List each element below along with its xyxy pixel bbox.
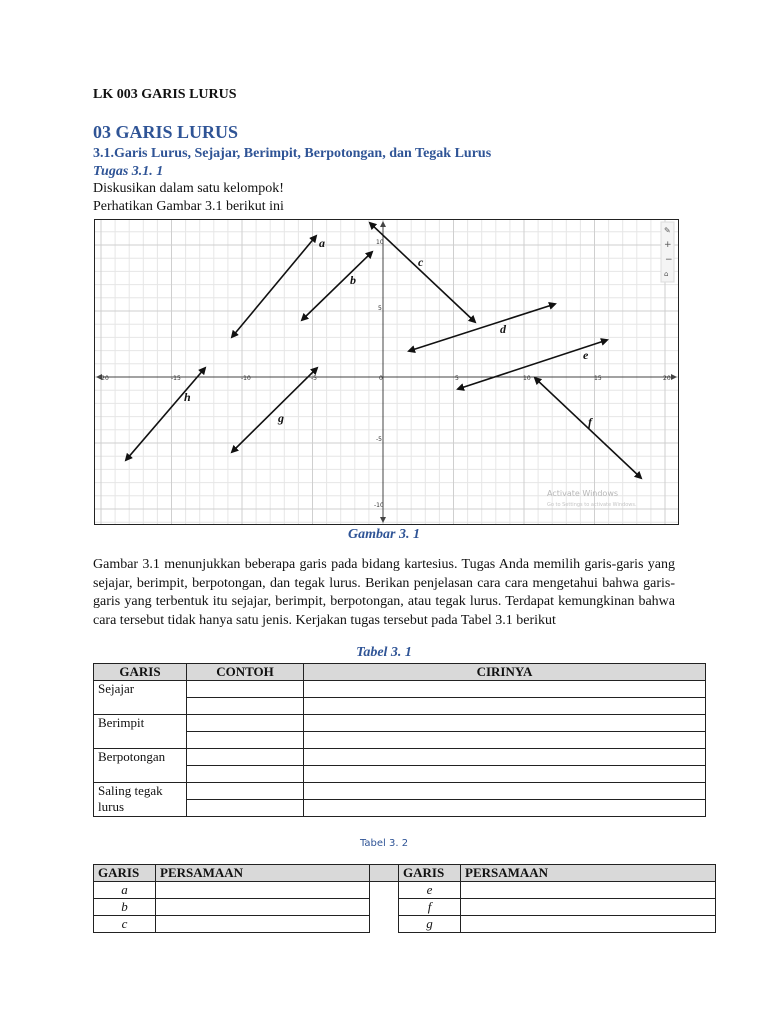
table2-equation-cell[interactable]	[461, 899, 716, 916]
x-tick: -5	[311, 375, 317, 382]
section-title: 3.1.Garis Lurus, Sejajar, Berimpit, Berpotongan, dan Tegak Lurus	[93, 146, 492, 161]
x-tick: -20	[99, 375, 109, 382]
table1-cell[interactable]	[187, 800, 304, 817]
instruction-1: Diskusikan dalam satu kelompok!	[93, 181, 284, 196]
chapter-title: 03 GARIS LURUS	[93, 122, 239, 142]
label-f: f	[588, 415, 592, 429]
label-h: h	[184, 390, 191, 404]
label-a: a	[319, 236, 325, 250]
line-a	[232, 236, 316, 337]
table2-equation-cell[interactable]	[461, 882, 716, 899]
line-c	[370, 223, 475, 322]
y-tick: -10	[374, 502, 384, 509]
table1-row-label: Berpotongan	[94, 749, 187, 783]
table1-caption: Tabel 3. 1	[356, 645, 412, 660]
table1-cell[interactable]	[187, 715, 304, 732]
figure-caption: Gambar 3. 1	[348, 527, 420, 542]
watermark-subtitle: Go to Settings to activate Windows.	[547, 502, 637, 508]
x-tick: 0	[379, 375, 383, 382]
table1-header: GARIS	[94, 664, 187, 681]
graph-toolbar	[661, 222, 674, 282]
table1-cell[interactable]	[304, 766, 706, 783]
y-tick: 10	[376, 239, 384, 246]
wrench-icon[interactable]: ✎	[664, 226, 671, 235]
x-tick: -15	[171, 375, 181, 382]
cartesian-graph	[94, 219, 679, 525]
table2-line-label: e	[399, 882, 461, 899]
grid	[95, 220, 678, 524]
table1-cell[interactable]	[187, 749, 304, 766]
table2-line-label: f	[399, 899, 461, 916]
table2-header: PERSAMAAN	[461, 865, 716, 882]
table1-cell[interactable]	[187, 732, 304, 749]
x-tick: 5	[455, 375, 459, 382]
x-tick: 15	[594, 375, 602, 382]
table1-cell[interactable]	[304, 715, 706, 732]
table2-header: GARIS	[399, 865, 461, 882]
table2-equation-cell[interactable]	[156, 899, 370, 916]
table2-gap	[370, 899, 399, 916]
x-tick: 10	[523, 375, 531, 382]
table1-cell[interactable]	[187, 681, 304, 698]
body-paragraph: Gambar 3.1 menunjukkan beberapa garis pada bidang kartesius. Tugas Anda memilih garis-garis yang sejajar, berimpit, berpotongan, dan tegak lurus. Berikan penjelasan cara cara mengetahui bahwa garis-garis yang terbentuk itu sejajar, berimpit, berpotongan, atau tegak lurus. Terdapat kemungkinan bahwa cara tersebut tidak hanya satu jenis. Kerjakan tugas tersebut pada Tabel 3.1 berikut	[93, 557, 675, 628]
table2-gap	[370, 882, 399, 899]
table2-line-label: c	[94, 916, 156, 933]
table2-gap	[370, 916, 399, 933]
table1-cell[interactable]	[187, 766, 304, 783]
zoom-in-icon[interactable]: +	[664, 240, 672, 250]
table1-row-label: Saling tegak lurus	[94, 783, 187, 817]
table2-header: GARIS	[94, 865, 156, 882]
graph-svg	[95, 220, 678, 524]
label-d: d	[500, 322, 506, 336]
table1-cell[interactable]	[304, 681, 706, 698]
table1-cell[interactable]	[304, 732, 706, 749]
table2-caption: Tabel 3. 2	[359, 838, 409, 849]
major-grid	[95, 220, 678, 524]
table2-gap	[370, 865, 399, 882]
watermark-title: Activate Windows	[547, 489, 619, 498]
table1-cell[interactable]	[187, 698, 304, 715]
table1-cell[interactable]	[304, 800, 706, 817]
line-h	[126, 368, 205, 460]
document-header: LK 003 GARIS LURUS	[93, 87, 237, 102]
table2-equation-cell[interactable]	[156, 916, 370, 933]
table2-equation-cell[interactable]	[461, 916, 716, 933]
table1-row-label: Sejajar	[94, 681, 187, 715]
table1-cell[interactable]	[304, 783, 706, 800]
table2-equation-cell[interactable]	[156, 882, 370, 899]
table2-header: PERSAMAAN	[156, 865, 370, 882]
table-3-2	[93, 864, 716, 933]
table1-row-label: Berimpit	[94, 715, 187, 749]
label-b: b	[350, 273, 356, 287]
home-icon[interactable]: ⌂	[664, 270, 669, 278]
table1-cell[interactable]	[187, 783, 304, 800]
x-tick: 20	[663, 375, 671, 382]
y-tick: 5	[378, 305, 382, 312]
table1-header: CONTOH	[187, 664, 304, 681]
table1-cell[interactable]	[304, 698, 706, 715]
table2-line-label: g	[399, 916, 461, 933]
zoom-out-icon[interactable]: −	[665, 255, 673, 265]
table2-line-label: b	[94, 899, 156, 916]
label-g: g	[278, 411, 284, 425]
y-tick: -5	[376, 436, 382, 443]
table-3-1	[93, 663, 706, 817]
task-title: Tugas 3.1. 1	[93, 164, 164, 179]
x-tick: -10	[241, 375, 251, 382]
label-e: e	[583, 348, 589, 362]
table1-cell[interactable]	[304, 749, 706, 766]
table2-line-label: a	[94, 882, 156, 899]
instruction-2: Perhatikan Gambar 3.1 berikut ini	[93, 199, 284, 214]
label-c: c	[418, 255, 424, 269]
table1-header: CIRINYA	[304, 664, 706, 681]
